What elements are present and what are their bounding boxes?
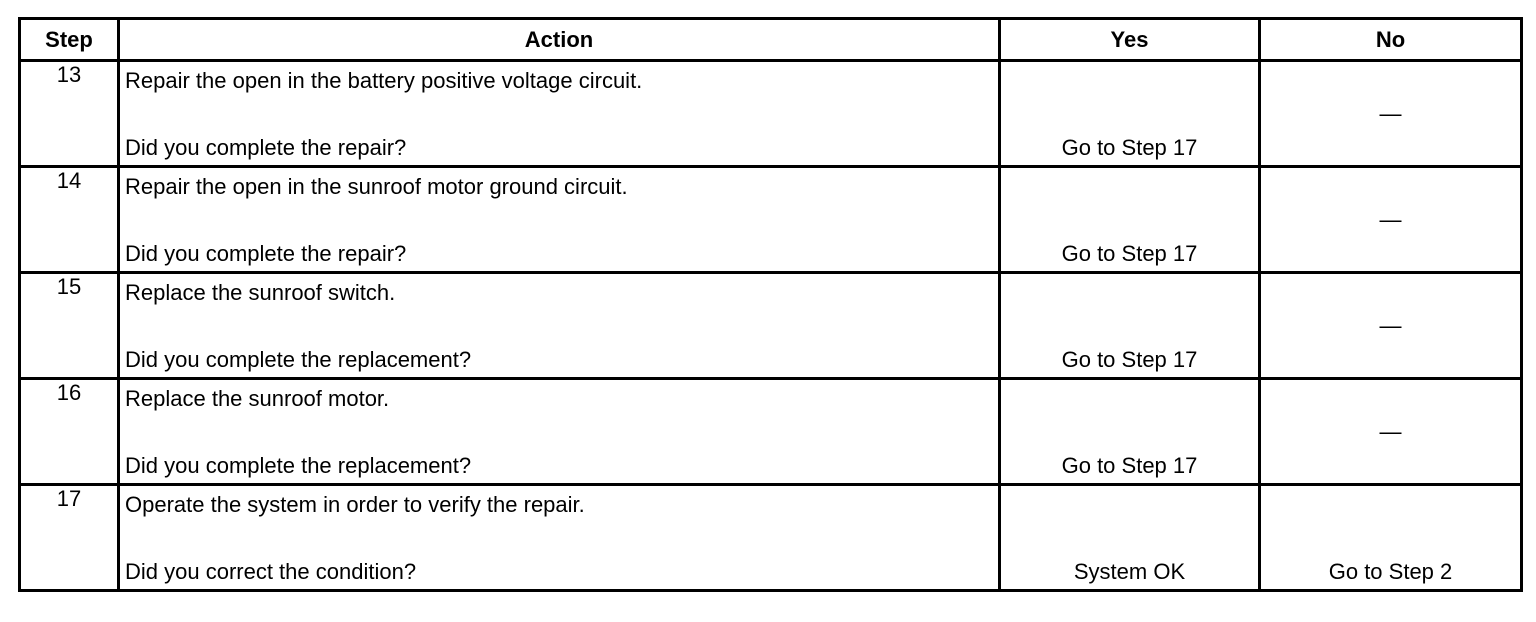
header-no: No bbox=[1260, 19, 1522, 61]
action-instruction: Repair the open in the battery positive voltage circuit. bbox=[125, 68, 643, 93]
no-answer: Go to Step 2 bbox=[1328, 559, 1453, 584]
action-question: Did you complete the repair? bbox=[125, 135, 407, 160]
yes-cell bbox=[1000, 485, 1260, 591]
no-answer: — bbox=[1379, 100, 1402, 126]
yes-cell bbox=[1000, 61, 1260, 167]
step-number: 15 bbox=[20, 273, 119, 379]
yes-answer: System OK bbox=[1073, 559, 1186, 584]
action-question: Did you complete the replacement? bbox=[125, 453, 472, 478]
action-question: Did you complete the repair? bbox=[125, 241, 407, 266]
table-row bbox=[20, 379, 1522, 485]
action-instruction: Replace the sunroof motor. bbox=[125, 386, 390, 411]
no-answer: — bbox=[1379, 206, 1402, 232]
step-number: 13 bbox=[20, 61, 119, 167]
yes-cell bbox=[1000, 273, 1260, 379]
table-row bbox=[20, 167, 1522, 273]
table-row bbox=[20, 61, 1522, 167]
no-cell bbox=[1260, 167, 1522, 273]
no-answer: — bbox=[1379, 312, 1402, 338]
no-cell bbox=[1260, 379, 1522, 485]
action-cell bbox=[119, 485, 1000, 591]
yes-cell bbox=[1000, 379, 1260, 485]
yes-answer: Go to Step 17 bbox=[1061, 347, 1198, 372]
yes-answer: Go to Step 17 bbox=[1061, 135, 1198, 160]
no-cell bbox=[1260, 61, 1522, 167]
header-yes: Yes bbox=[1000, 19, 1260, 61]
diagnostic-table bbox=[18, 17, 1523, 592]
table-row bbox=[20, 273, 1522, 379]
header-action: Action bbox=[119, 19, 1000, 61]
action-cell bbox=[119, 273, 1000, 379]
action-instruction: Operate the system in order to verify the repair. bbox=[125, 492, 585, 517]
yes-answer: Go to Step 17 bbox=[1061, 453, 1198, 478]
step-number: 16 bbox=[20, 379, 119, 485]
step-number: 14 bbox=[20, 167, 119, 273]
action-question: Did you complete the replacement? bbox=[125, 347, 472, 372]
no-cell bbox=[1260, 485, 1522, 591]
table-row bbox=[20, 485, 1522, 591]
yes-answer: Go to Step 17 bbox=[1061, 241, 1198, 266]
action-question: Did you correct the condition? bbox=[125, 559, 417, 584]
action-cell bbox=[119, 61, 1000, 167]
header-row bbox=[20, 19, 1522, 61]
no-answer: — bbox=[1379, 418, 1402, 444]
yes-cell bbox=[1000, 167, 1260, 273]
header-step: Step bbox=[20, 19, 119, 61]
no-cell bbox=[1260, 273, 1522, 379]
action-cell bbox=[119, 167, 1000, 273]
step-number: 17 bbox=[20, 485, 119, 591]
action-instruction: Repair the open in the sunroof motor ground circuit. bbox=[125, 174, 628, 199]
diagnostic-table-container bbox=[18, 17, 1523, 592]
action-cell bbox=[119, 379, 1000, 485]
action-instruction: Replace the sunroof switch. bbox=[125, 280, 396, 305]
